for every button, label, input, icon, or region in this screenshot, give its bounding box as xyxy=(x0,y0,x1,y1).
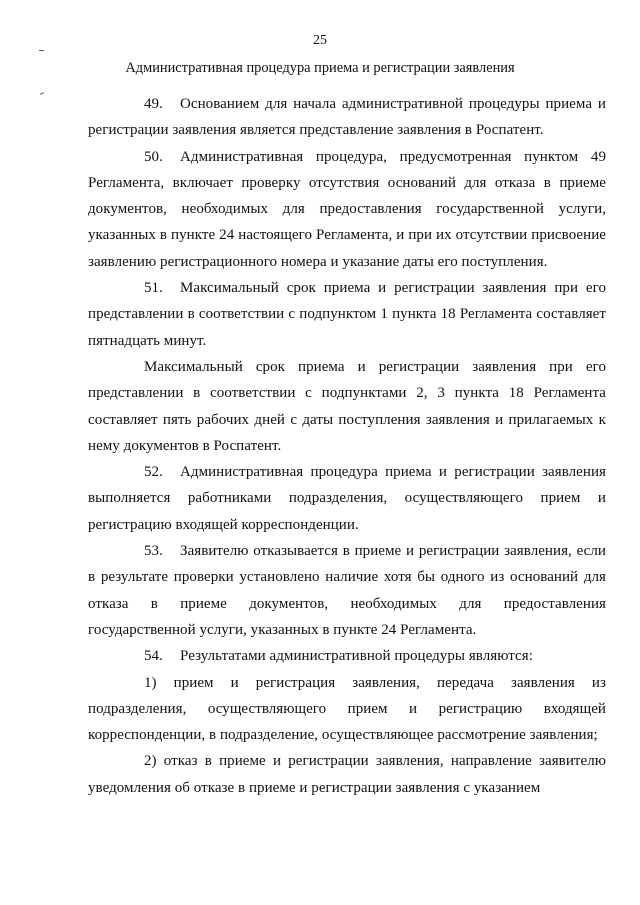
paragraph-49 xyxy=(88,91,606,144)
paragraph-text: Максимальный срок приема и регистрации заявления при его представлении в соответствии с подпунктом 1 пункта 18 Регламента составляет пятнадцать минут. xyxy=(88,280,606,349)
scan-mark xyxy=(40,92,44,95)
paragraph-number: 49. xyxy=(144,96,163,112)
paragraph-number: 54. xyxy=(144,648,163,665)
paragraph-text: Основанием для начала административной процедуры приема и регистрации заявления является представление заявления в Роспатент. xyxy=(88,96,606,139)
page-number: 25 xyxy=(313,33,327,48)
scan-mark xyxy=(39,50,44,51)
paragraph-number: 52. xyxy=(144,464,163,481)
paragraph-number: 50. xyxy=(144,148,163,165)
paragraph-text: Административная процедура приема и регистрации заявления выполняется работниками подразделения, осуществляющего прием и регистрацию входящей корреспонденции. xyxy=(88,464,606,533)
paragraph-51 xyxy=(88,275,606,354)
paragraph-text: Административная процедура, предусмотренная пунктом 49 Регламента, включает проверку отсутствия оснований для отказа в приеме документов, необходимых для предоставления государственной услуги, указанных в пункте 24 настоящего Регламента, и при их отсутствии присвоение заявлению регистрационного номера и указание даты его поступления. xyxy=(88,148,606,270)
paragraph-text: 1) прием и регистрация заявления, передача заявления из подразделения, осуществляющего прием и регистрацию входящей корреспонденции, в подразделение, осуществляющее рассмотрение заявления; xyxy=(88,674,606,744)
list-item-2 xyxy=(88,748,606,801)
paragraph-52 xyxy=(88,459,606,538)
section-title: Административная процедура приема и регистрации заявления xyxy=(125,60,515,76)
paragraph-text: Результатами административной процедуры являются: xyxy=(180,648,533,665)
paragraph-number: 53. xyxy=(144,543,163,560)
paragraph-number: 51. xyxy=(144,280,163,297)
paragraph-text: Максимальный срок приема и регистрации заявления при его представлении в соответствии с подпунктами 2, 3 пункта 18 Регламента составляет пять рабочих дней с даты поступления заявления и прилагаемых к нему документов в Роспатент. xyxy=(88,358,606,454)
paragraph-53 xyxy=(88,538,606,643)
paragraph-text: Заявителю отказывается в приеме и регистрации заявления, если в результате проверки установлено наличие хотя бы одного из оснований для отказа в приеме документов, необходимых для предоставления государственной услуги, указанных в пункте 24 Регламента. xyxy=(88,543,606,638)
document-body xyxy=(88,91,606,801)
paragraph-50 xyxy=(88,144,606,275)
paragraph-51-continued xyxy=(88,354,606,459)
list-item-1 xyxy=(88,670,606,749)
paragraph-text: 2) отказ в приеме и регистрации заявления, направление заявителю уведомления об отказе в приеме и регистрации заявления с указанием xyxy=(88,753,606,796)
paragraph-54 xyxy=(88,643,606,669)
